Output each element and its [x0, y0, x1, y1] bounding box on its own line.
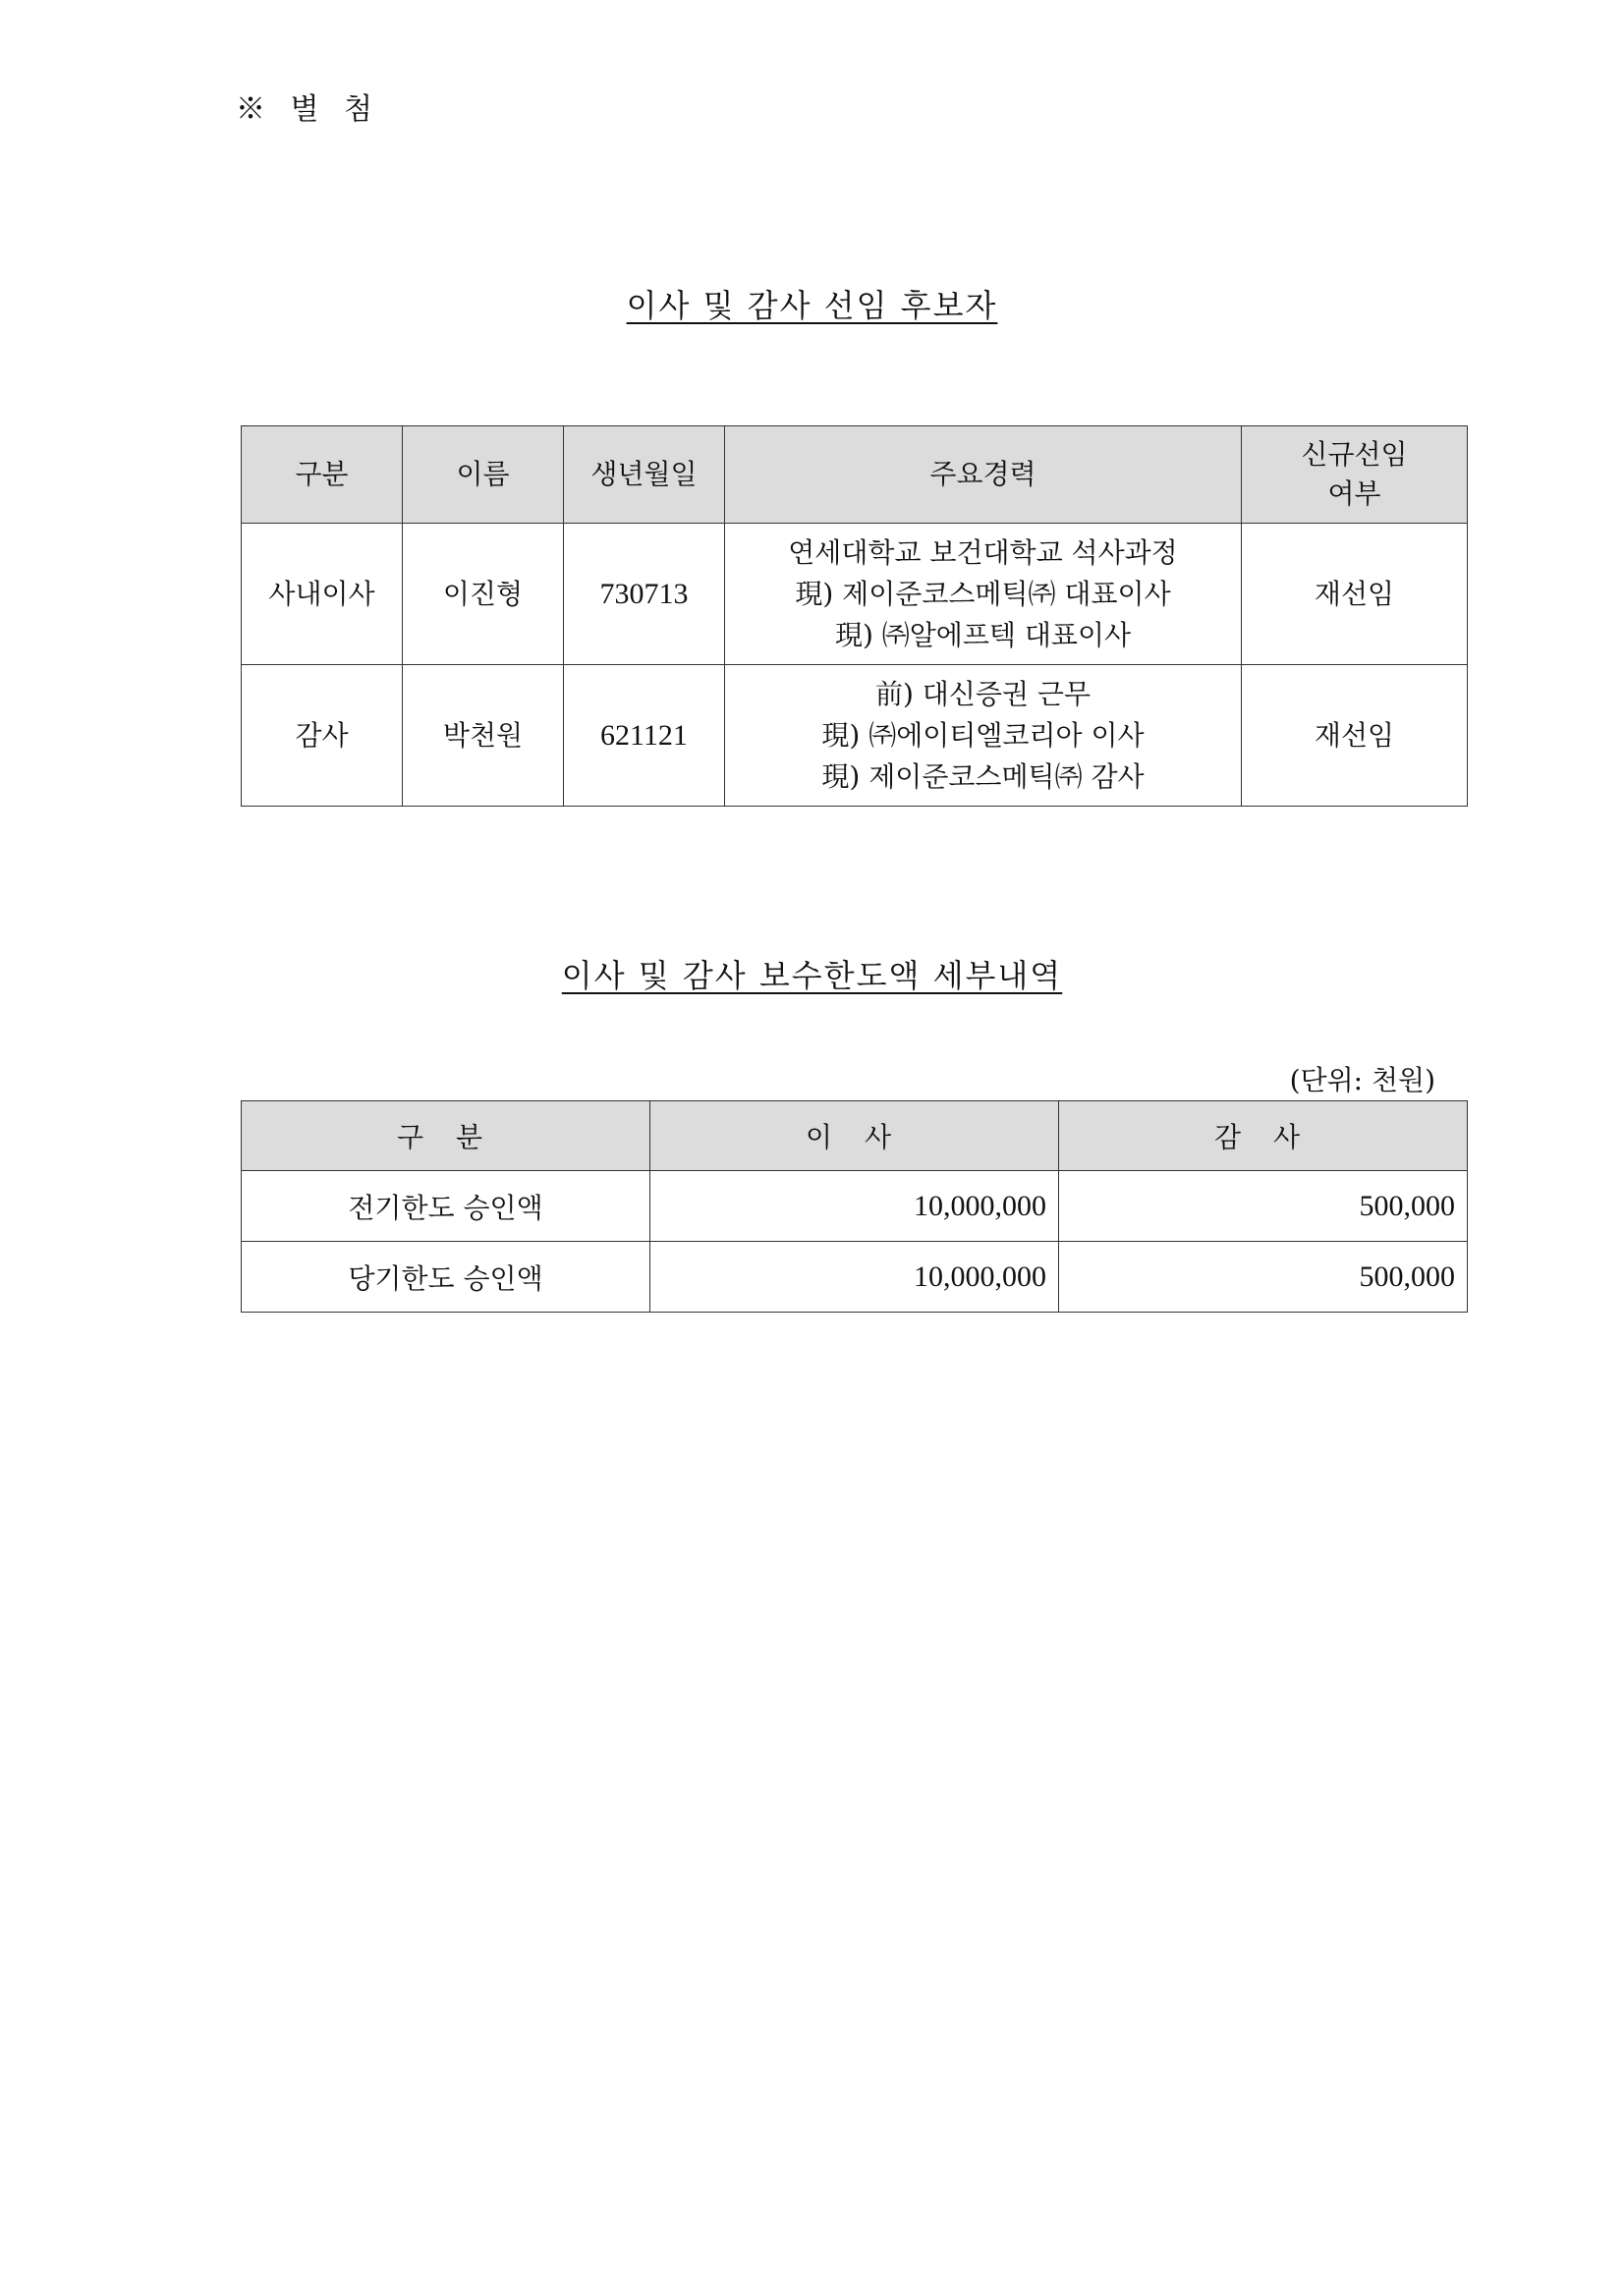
cell-row-label: 당기한도 승인액 — [242, 1242, 650, 1313]
table-row — [242, 524, 1468, 665]
candidates-table — [241, 425, 1468, 807]
cell-birthdate: 730713 — [564, 524, 725, 665]
career-line: 現) ㈜에이티엘코리아 이사 — [821, 718, 1145, 752]
cell-auditors-amount: 500,000 — [1059, 1242, 1468, 1313]
cell-career — [725, 665, 1242, 807]
table-row — [242, 1242, 1468, 1313]
attachment-label: ※ 별 첨 — [236, 92, 381, 127]
header-new-appointment-line2: 여부 — [1327, 477, 1381, 510]
cell-directors-amount: 10,000,000 — [650, 1171, 1059, 1242]
cell-name: 박천원 — [403, 665, 564, 807]
header-new-appointment-line1: 신규선임 — [1301, 438, 1408, 471]
header-new-appointment — [1242, 426, 1468, 524]
cell-category: 사내이사 — [242, 524, 403, 665]
remuneration-header-row — [242, 1101, 1468, 1171]
unit-note: (단위: 천원) — [1289, 1064, 1435, 1096]
candidates-title-text: 이사 및 감사 선임 후보자 — [626, 287, 998, 324]
cell-category: 감사 — [242, 665, 403, 807]
candidates-section-title — [0, 281, 1624, 326]
candidates-header-row — [242, 426, 1468, 524]
header-category: 구 분 — [242, 1101, 650, 1171]
cell-status: 재선임 — [1242, 665, 1468, 807]
career-line: 연세대학교 보건대학교 석사과정 — [788, 535, 1178, 569]
header-auditors: 감 사 — [1059, 1101, 1468, 1171]
table-row — [242, 1171, 1468, 1242]
header-name: 이름 — [403, 426, 564, 524]
cell-row-label: 전기한도 승인액 — [242, 1171, 650, 1242]
header-category: 구분 — [242, 426, 403, 524]
career-line: 現) ㈜알에프텍 대표이사 — [834, 618, 1132, 651]
cell-status: 재선임 — [1242, 524, 1468, 665]
remuneration-title-text: 이사 및 감사 보수한도액 세부내역 — [561, 957, 1063, 994]
header-birthdate: 생년월일 — [564, 426, 725, 524]
cell-auditors-amount: 500,000 — [1059, 1171, 1468, 1242]
career-line: 現) 제이준코스메틱㈜ 대표이사 — [795, 577, 1171, 610]
cell-name: 이진형 — [403, 524, 564, 665]
header-directors: 이 사 — [650, 1101, 1059, 1171]
header-career: 주요경력 — [725, 426, 1242, 524]
cell-career — [725, 524, 1242, 665]
remuneration-table — [241, 1100, 1468, 1313]
cell-directors-amount: 10,000,000 — [650, 1242, 1059, 1313]
career-line: 現) 제이준코스메틱㈜ 감사 — [821, 759, 1145, 793]
remuneration-section-title — [0, 951, 1624, 996]
cell-birthdate: 621121 — [564, 665, 725, 807]
career-line: 前) 대신증권 근무 — [874, 677, 1091, 710]
table-row — [242, 665, 1468, 807]
